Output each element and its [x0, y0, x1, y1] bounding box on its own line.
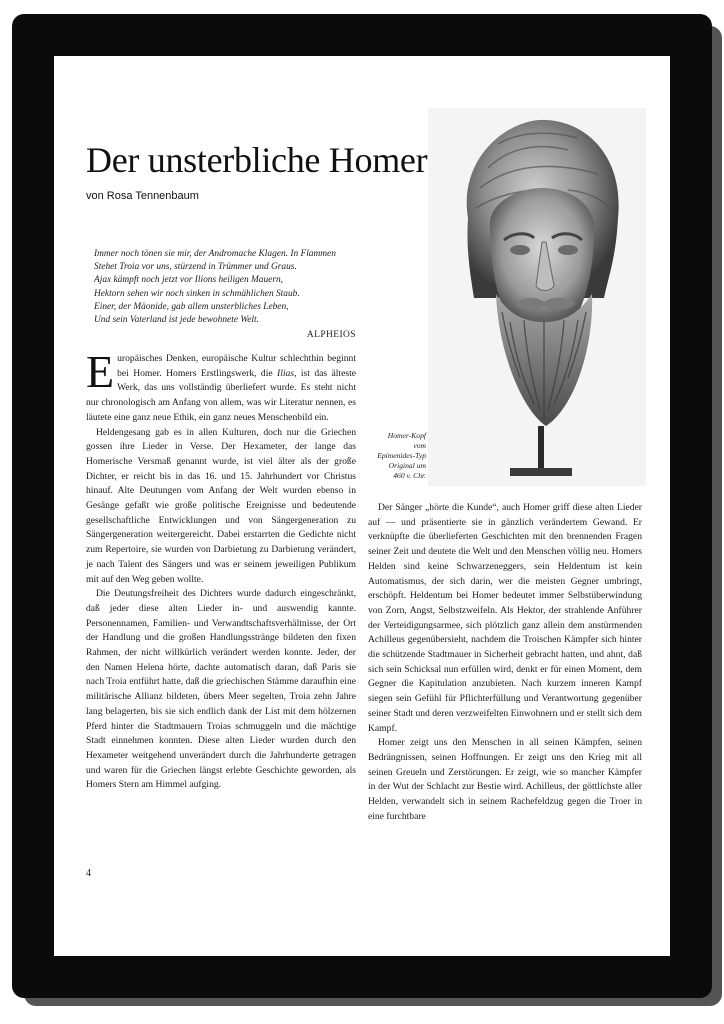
drop-cap: E [86, 346, 115, 397]
epigraph-line: Ajax kämpft noch jetzt vor Ilions heiligen Mauern, [94, 275, 284, 286]
caption-line: 460 v. Chr. [393, 471, 426, 480]
body-column-right [368, 501, 642, 824]
article-author: von Rosa Tennenbaum [86, 190, 199, 202]
book-title-ilias: Ilias [277, 367, 295, 379]
caption-line: vom [413, 441, 426, 450]
caption-line: Original um [388, 461, 426, 470]
homer-bust-photo [428, 108, 646, 486]
caption-line: Homer-Kopf [387, 431, 426, 440]
body-paragraph: Die Deutungsfreiheit des Dichters wurde dadurch eingeschränkt, daß jeder diese alten Lieder in- und auswendig kannte. Personennamen, Familien- und Verwandtschaftsverhältnisse, der Ort der Handlung und die großen Handlungsstränge bildeten den fixen Rahmen, der nicht willkürlich verändert werden konnte. Jeder, der den Namen Helena hörte, dachte automatisch daran, daß Paris sie nach Troia entführt hatte, daß die griechischen Stämme daraufhin eine militärische Allianz bildeten, übers Meer segelten, Troia zehn Jahre lang belagerten, bis sie sich endlich dank der List mit dem hölzernen Pferd hinter die Stadtmauern Troias schmuggeln und die mächtige Stadt einnehmen konnten. Diese alten Lieder wurden durch den Hexameter weitgehend unverändert durch die Jahrhunderte getragen und waren für die Griechen längst erlebte Geschichte geworden, als Homers Stern am Himmel aufging. [86, 588, 356, 791]
caption-line: Epimenides-Typ [377, 451, 426, 460]
photo-caption [354, 431, 426, 481]
body-paragraph: Heldengesang gab es in allen Kulturen, doch nur die Griechen gossen ihre Lieder in Verse. Der Hexameter, der lange das Homerische Versmaß genannt wurde, ist viel älter als der große Dichter, er reicht bis in das 16. und 15. Jahrhundert vor Christus hinauf. Alte Deutungen vom Anfang der Welt wurden ebenso in Gesänge gefaßt wie große politische Ereignisse und bedeutende gesellschaftliche Entwicklungen und von Sängergeneration zu Sängergeneration weitergereicht. Dabei erstarrten die Gedichte nicht zum Repertoire, sie wurden von Darbietung zu Darbietung verändert, je nach Talent des Sängers und was er seinem jeweiligen Publikum mit auf den Weg geben wollte. [86, 426, 356, 585]
page-number: 4 [86, 868, 91, 879]
paragraph-text: uropäisches Denken, europäische Kultur schlechthin beginnt bei Homer. Homers Erstlingswerk, die [117, 353, 356, 379]
magazine-page [54, 56, 670, 956]
epigraph-line: Einer, der Mäonide, gab allem unsterbliches Leben, [94, 301, 289, 312]
article-title: Der unsterbliche Homer [86, 140, 428, 180]
body-column-left [86, 346, 356, 793]
paragraph-text: , ist das älteste Werk, das uns vollständig überliefert wurde. Es steht nicht nur chronologisch am Anfang von allem, was wir Literatur nennen, es läutete eine ganz neue Ethik, ein ganz neues Menschenbild ein. [86, 367, 356, 423]
epigraph-line: Und sein Vaterland ist jede bewohnete Welt. [94, 315, 259, 326]
epigraph-line: Hektorn sehen wir noch sinken in schmählichen Staub. [94, 288, 300, 299]
epigraph-line: Stehet Troia vor uns, stürzend in Trümmer und Graus. [94, 262, 297, 273]
body-paragraph: Homer zeigt uns den Menschen in all seinen Kämpfen, seinen Bedrängnissen, seinen Hoffnungen. Er zeigt uns den Krieg mit all seinen Greueln und Zerstörungen. Er zeigt, wie so mancher Kämpfer in der Wut der Schlacht zur Bestie wird. Achilleus, der göttlichste aller Helden, verwandelt sich in seinem Rachefeldzug gegen die Troer in eine furchtbare [368, 737, 642, 822]
epigraph-source: ALPHEIOS [306, 330, 356, 341]
epigraph [94, 248, 356, 342]
body-paragraph: Der Sänger „hörte die Kunde“, auch Homer griff diese alten Lieder auf — und präsentierte sie in gänzlich verändertem Gewand. Er verknüpfte die überlieferten Geschichten mit den brennenden Fragen seiner Zeit und deutete die Welt und den Menschen völlig neu. Homers Helden sind keine Schwarzeneggers, sein Heldentum ist kein Automatismus, der sich darin, wer die meisten Gegner umbringt, erschöpft. Heldentum bei Homer bedeutet immer Selbstüberwindung von Zorn, Angst, Selbstzweifeln. Als Hektor, der strahlende Anführer der Verteidigungsarmee, sich plötzlich ganz allein dem anstürmenden Achilleus gegenübersieht, nachdem die Troischen Kämpfer sich hinter die schützende Stadtmauer in Sicherheit gebracht hatten, und ahnt, daß sich sein Schicksal nun erfüllen wird, denkt er für einen Moment, dem Gegner die Kapitulation anzubieten. Nach kurzem inneren Kampf siegen sein Gefühl für Pflichterfüllung und Verantwortung gegenüber seiner Stadt und deren verzweifelten Einwohnern und er stellt sich dem Kampf. [368, 502, 642, 734]
body-paragraph [86, 346, 356, 426]
epigraph-line: Immer noch tönen sie mir, der Andromache Klagen. In Flammen [94, 249, 336, 259]
